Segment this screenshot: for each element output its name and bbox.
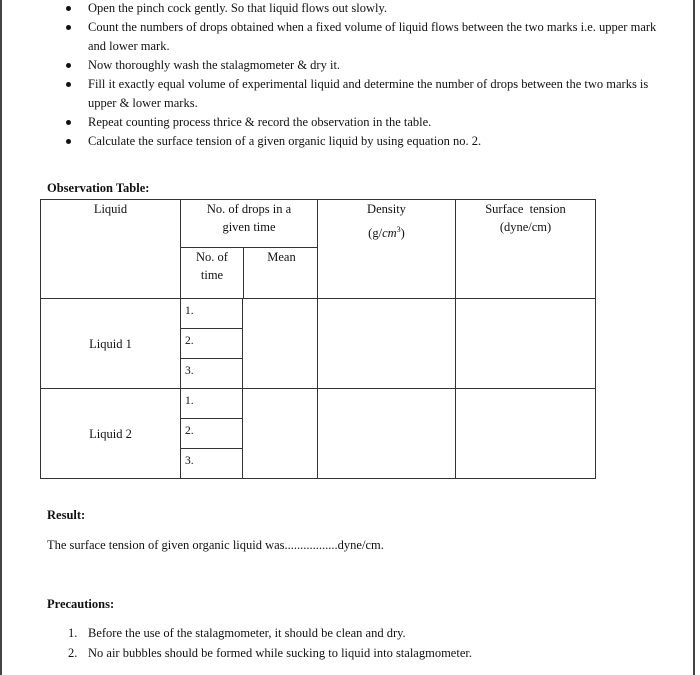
procedure-step: Fill it exactly equal volume of experimental liquid and determine the number of drops between the two marks is upper & lower marks. (66, 75, 664, 113)
bullet-icon (66, 82, 71, 87)
surface-tension-cell (456, 299, 596, 389)
precaution-item: 2. No air bubbles should be formed while sucking to liquid into stalagmometer. (68, 646, 472, 660)
surface-tension-cell (456, 389, 596, 479)
row-label-liquid-2: Liquid 2 (41, 389, 181, 479)
index-cell: 2. (181, 419, 243, 449)
page-edge-right (693, 0, 695, 675)
observation-table (40, 199, 596, 479)
bullet-icon (66, 63, 71, 68)
precaution-item: 1. Before the use of the stalagmometer, it should be clean and dry. (68, 626, 406, 640)
index-cell: 2. (181, 329, 243, 359)
surface-tension-label: Surface tension (485, 202, 566, 216)
header-mean: Mean (267, 250, 296, 264)
header-density (318, 200, 456, 299)
header-drops (181, 200, 318, 248)
observation-heading: Observation Table: (47, 181, 150, 195)
header-liquid: Liquid (41, 200, 181, 299)
procedure-step: Repeat counting process thrice & record the observation in the table. (66, 113, 664, 132)
index-cell: 3. (181, 359, 243, 389)
result-text: The surface tension of given organic liquid was.................dyne/cm. (47, 538, 384, 552)
header-subcells (181, 248, 318, 299)
density-unit: $(g/cm^3)$ (368, 224, 405, 240)
header-subtable (181, 248, 319, 298)
surface-tension-unit: (dyne/cm) (499, 220, 552, 234)
index-cell: 1. (181, 299, 243, 329)
density-cell (318, 299, 456, 389)
result-heading: Result: (47, 508, 86, 522)
bullet-icon (66, 6, 71, 11)
density-label: Density (367, 202, 406, 216)
procedure-step: Count the numbers of drops obtained when a fixed volume of liquid flows between the two marks i.e. upper mark and lower mark. (66, 18, 664, 56)
procedure-step: Calculate the surface tension of a given organic liquid by using equation no. 2. (66, 132, 664, 151)
header-no-of-time: No. of time (181, 248, 244, 298)
mean-cell (243, 389, 318, 479)
index-cell: 1. (181, 389, 243, 419)
page-edge-left (0, 0, 2, 675)
bullet-icon (66, 120, 71, 125)
density-cell (318, 389, 456, 479)
header-drops-text: No. of drops in a given time (206, 202, 292, 234)
row-label-liquid-1: Liquid 1 (41, 299, 181, 389)
index-cell: 3. (181, 449, 243, 479)
bullet-icon (66, 139, 71, 144)
procedure-step: Open the pinch cock gently. So that liquid flows out slowly. (66, 0, 664, 18)
bullet-icon (66, 25, 71, 30)
procedure-step: Now thoroughly wash the stalagmometer & dry it. (66, 56, 664, 75)
precautions-heading: Precautions: (47, 597, 115, 611)
header-surface-tension (456, 200, 596, 299)
mean-cell (243, 299, 318, 389)
